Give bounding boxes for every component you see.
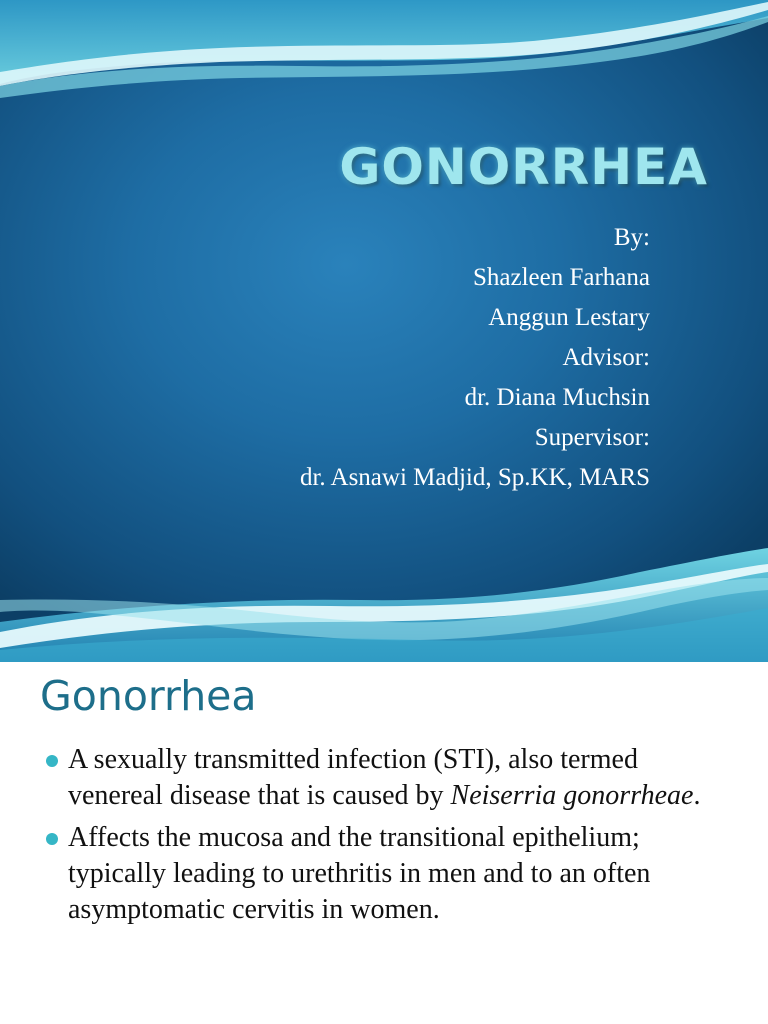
bullet-dot-icon [46, 833, 58, 845]
bullet-dot-icon [46, 755, 58, 767]
bullet-italic-text: Neiserria gonorrheae [450, 780, 694, 811]
slide-title: GONORRHEA [339, 138, 708, 196]
bullet-text: A sexually transmitted infection (STI), also termed venereal disease that is caused by [68, 744, 638, 811]
bullet-text-suffix: . [693, 780, 701, 811]
credit-line-advisor-label: Advisor: [562, 344, 650, 371]
credits-block [300, 218, 650, 498]
bullet-list [0, 742, 768, 934]
content-slide-title: Gonorrhea [40, 672, 257, 720]
bullet-item [0, 742, 768, 814]
bullet-text: Affects the mucosa and the transitional epithelium; typically leading to urethritis in men and to an often asymptomatic cervitis in women. [68, 822, 651, 925]
bullet-item [0, 820, 768, 928]
content-slide [0, 662, 768, 1024]
credit-line-supervisor-label: Supervisor: [534, 424, 650, 451]
credit-line-by: By: [613, 224, 650, 251]
credit-line-author: Shazleen Farhana [472, 264, 650, 291]
credit-line-advisor: dr. Diana Muchsin [464, 384, 650, 411]
credit-line-author: Anggun Lestary [488, 304, 650, 331]
credit-line-supervisor: dr. Asnawi Madjid, Sp.KK, MARS [299, 464, 650, 491]
